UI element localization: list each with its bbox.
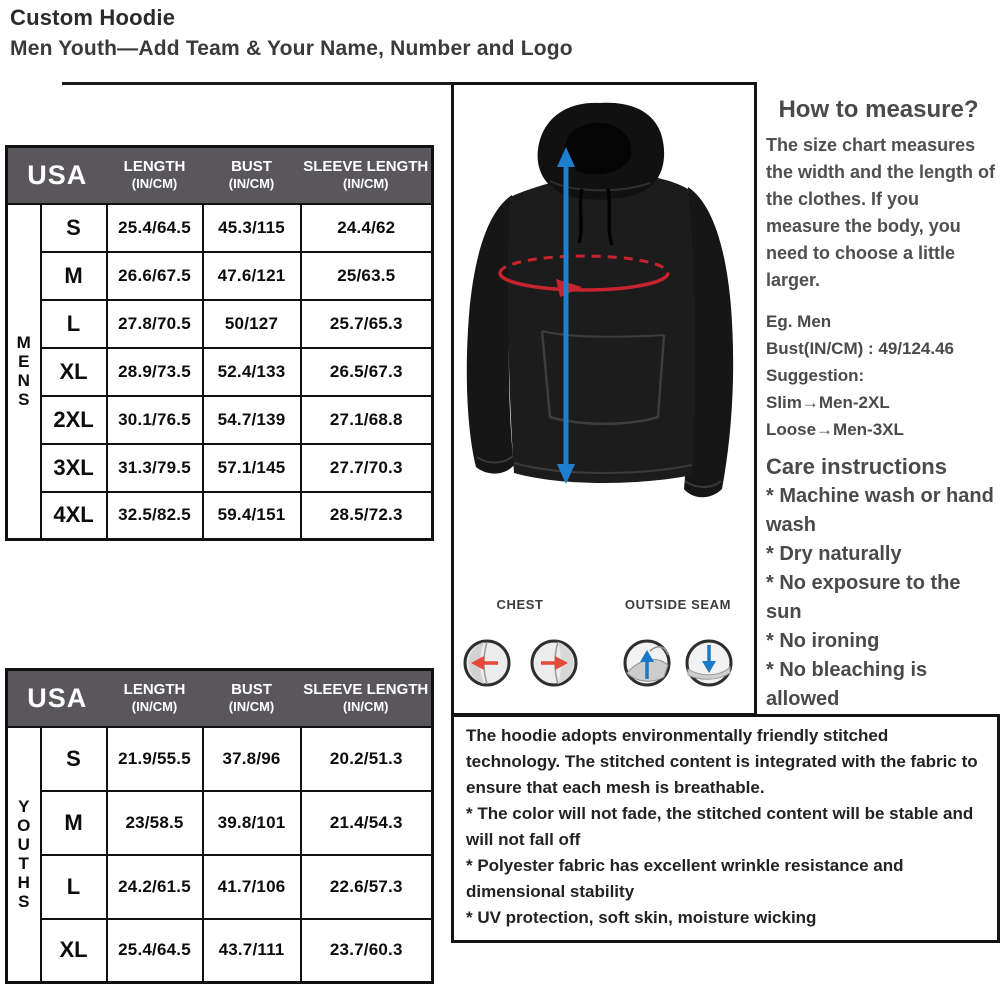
sleeve-cell: 21.4/54.3	[301, 791, 433, 855]
youths-bust-header	[203, 670, 301, 727]
how-to-measure-body: The size chart measures the width and the length of the clothes. If you measure the body, you need to choose a little larger.	[766, 135, 995, 290]
youths-table-header-row	[7, 670, 433, 727]
example-line: Eg. Men	[766, 312, 832, 331]
example-line: Slim→Men-2XL	[766, 393, 890, 412]
care-item: * No exposure to the sun	[766, 572, 961, 623]
table-row	[7, 396, 433, 444]
size-cell: 2XL	[41, 396, 107, 444]
bust-cell: 45.3/115	[203, 204, 301, 252]
col-unit: (IN/CM)	[131, 176, 178, 192]
group-letter: E	[18, 352, 30, 372]
length-cell: 28.9/73.5	[107, 348, 203, 396]
length-cell: 27.8/70.5	[107, 300, 203, 348]
description-line: * UV protection, soft skin, moisture wicking	[466, 908, 817, 927]
group-letter: N	[17, 371, 30, 391]
youths-sleeve-header	[301, 670, 433, 727]
table-row	[7, 791, 433, 855]
page-title: Custom Hoodie	[10, 5, 176, 30]
length-cell: 24.2/61.5	[107, 855, 203, 919]
mens-usa-header: USA	[7, 147, 107, 204]
size-cell: XL	[41, 348, 107, 396]
chest-measure-icon	[465, 641, 576, 685]
outside-seam-measure-icon	[625, 641, 731, 685]
length-cell: 30.1/76.5	[107, 396, 203, 444]
youths-size-table	[5, 668, 434, 984]
description-line: * Polyester fabric has excellent wrinkle resistance and dimensional stability	[466, 856, 904, 901]
product-description-box	[451, 714, 1000, 943]
sleeve-cell: 28.5/72.3	[301, 492, 433, 540]
example-line: Bust(IN/CM) : 49/124.46	[766, 339, 954, 358]
size-cell: L	[41, 300, 107, 348]
size-cell: XL	[41, 919, 107, 983]
table-row	[7, 204, 433, 252]
bust-cell: 43.7/111	[203, 919, 301, 983]
description-line: * The color will not fade, the stitched content will be stable and will not fall off	[466, 804, 974, 849]
youths-group-label	[7, 727, 41, 983]
mens-bust-header	[203, 147, 301, 204]
length-cell: 21.9/55.5	[107, 727, 203, 791]
care-item: * Dry naturally	[766, 543, 902, 565]
bust-cell: 37.8/96	[203, 727, 301, 791]
length-cell: 25.4/64.5	[107, 919, 203, 983]
sleeve-cell: 26.5/67.3	[301, 348, 433, 396]
col-label: BUST	[231, 158, 272, 176]
length-cell: 23/58.5	[107, 791, 203, 855]
mens-group-label	[7, 204, 41, 540]
group-letter: U	[17, 835, 30, 855]
bust-cell: 39.8/101	[203, 791, 301, 855]
care-item: * No bleaching is allowed	[766, 659, 928, 710]
group-letter: S	[18, 390, 30, 410]
bust-cell: 59.4/151	[203, 492, 301, 540]
group-letter: M	[16, 333, 31, 353]
care-instructions-heading: Care instructions	[766, 454, 947, 479]
length-cell: 25.4/64.5	[107, 204, 203, 252]
length-cell: 26.6/67.5	[107, 252, 203, 300]
sleeve-cell: 22.6/57.3	[301, 855, 433, 919]
col-unit: (IN/CM)	[343, 176, 389, 192]
youths-length-header	[107, 670, 203, 727]
description-line: The hoodie adopts environmentally friendly stitched technology. The stitched content is integrated with the fabric to ensure that each mesh is breathable.	[466, 726, 978, 797]
mens-length-header	[107, 147, 203, 204]
size-cell: M	[41, 791, 107, 855]
length-cell: 32.5/82.5	[107, 492, 203, 540]
table-row	[7, 492, 433, 540]
group-letter: O	[17, 816, 31, 836]
page-subtitle: Men Youth—Add Team & Your Name, Number and Logo	[10, 37, 573, 60]
how-to-measure-panel	[757, 82, 1000, 716]
table-row	[7, 444, 433, 492]
sleeve-cell: 25/63.5	[301, 252, 433, 300]
table-row	[7, 252, 433, 300]
size-cell: L	[41, 855, 107, 919]
mens-table-header-row	[7, 147, 433, 204]
care-item: * Machine wash or hand wash	[766, 485, 994, 536]
sleeve-cell: 23.7/60.3	[301, 919, 433, 983]
bust-cell: 41.7/106	[203, 855, 301, 919]
col-label: BUST	[231, 681, 272, 699]
col-unit: (IN/CM)	[228, 176, 275, 192]
example-line: Loose→Men-3XL	[766, 420, 904, 439]
size-cell: M	[41, 252, 107, 300]
bust-cell: 57.1/145	[203, 444, 301, 492]
bust-cell: 47.6/121	[203, 252, 301, 300]
group-letter: Y	[18, 797, 30, 817]
size-cell: 3XL	[41, 444, 107, 492]
sleeve-cell: 20.2/51.3	[301, 727, 433, 791]
chest-label: CHEST	[496, 597, 544, 612]
hoodie-measure-panel	[451, 82, 757, 716]
sleeve-cell: 27.1/68.8	[301, 396, 433, 444]
col-label: LENGTH	[123, 158, 186, 176]
mens-size-table	[5, 145, 434, 541]
bust-cell: 54.7/139	[203, 396, 301, 444]
col-label: SLEEVE LENGTH	[303, 158, 429, 176]
group-letter: T	[18, 854, 29, 874]
group-letter: S	[18, 892, 30, 912]
youths-usa-header: USA	[7, 670, 107, 727]
mens-sleeve-header	[301, 147, 433, 204]
table-row	[7, 300, 433, 348]
bust-cell: 52.4/133	[203, 348, 301, 396]
col-unit: (IN/CM)	[343, 699, 389, 715]
example-line: Suggestion:	[766, 366, 865, 385]
size-cell: S	[41, 204, 107, 252]
table-row	[7, 727, 433, 791]
col-unit: (IN/CM)	[131, 699, 178, 715]
sleeve-cell: 24.4/62	[301, 204, 433, 252]
col-label: SLEEVE LENGTH	[303, 681, 429, 699]
hoodie-measurement-illustration	[454, 85, 754, 713]
bust-cell: 50/127	[203, 300, 301, 348]
length-cell: 31.3/79.5	[107, 444, 203, 492]
care-item: * No ironing	[766, 630, 880, 652]
sleeve-cell: 25.7/65.3	[301, 300, 433, 348]
size-cell: S	[41, 727, 107, 791]
col-label: LENGTH	[123, 681, 186, 699]
size-example-block	[766, 308, 954, 443]
table-row	[7, 348, 433, 396]
how-to-measure-heading: How to measure?	[778, 96, 979, 123]
table-row	[7, 919, 433, 983]
care-instructions-block	[766, 452, 994, 714]
group-letter: H	[17, 873, 30, 893]
size-cell: 4XL	[41, 492, 107, 540]
outside-seam-label: OUTSIDE SEAM	[624, 597, 732, 612]
col-unit: (IN/CM)	[228, 699, 275, 715]
sleeve-cell: 27.7/70.3	[301, 444, 433, 492]
table-row	[7, 855, 433, 919]
